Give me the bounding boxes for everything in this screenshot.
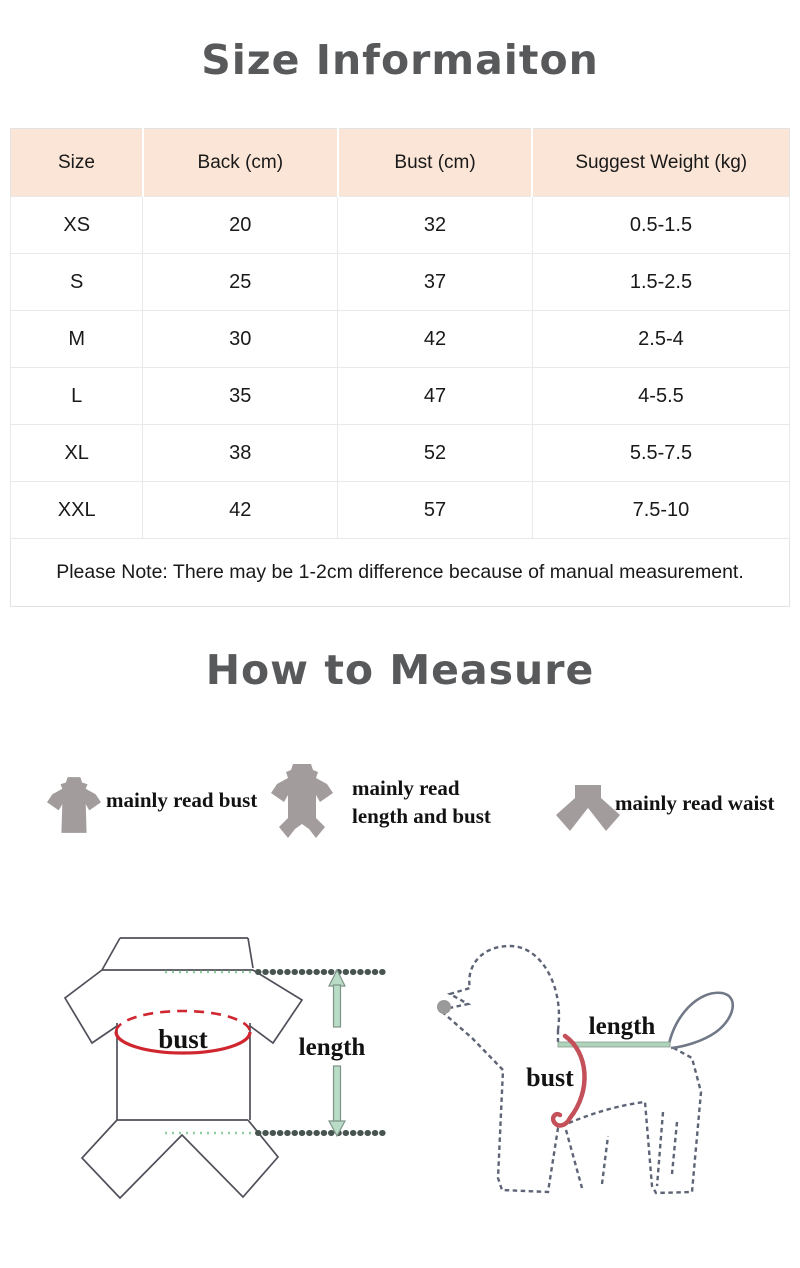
table-cell: 38 xyxy=(143,425,338,482)
dog-bust-label: bust xyxy=(526,1063,574,1092)
measure-label-waist: mainly read waist xyxy=(615,791,775,815)
table-cell: 1.5-2.5 xyxy=(532,254,789,311)
table-cell: 20 xyxy=(143,197,338,254)
garment-outline xyxy=(65,938,302,1198)
size-table xyxy=(10,128,790,607)
note-row xyxy=(11,539,790,607)
table-cell: M xyxy=(11,311,143,368)
garment-length-label: length xyxy=(298,1034,366,1061)
page-title: Size Informaiton xyxy=(201,36,599,84)
table-cell: 37 xyxy=(338,254,533,311)
dog-length-label: length xyxy=(588,1013,656,1040)
dog-measure-diagram xyxy=(420,930,790,1220)
tshirt-icon xyxy=(47,776,101,834)
table-row xyxy=(11,425,790,482)
table-cell: 42 xyxy=(338,311,533,368)
table-cell: 30 xyxy=(143,311,338,368)
table-row xyxy=(11,254,790,311)
column-header: Bust (cm) xyxy=(338,129,533,197)
garment-bust-label: bust xyxy=(158,1024,208,1054)
size-table-header-row xyxy=(11,129,790,197)
how-to-measure-title: How to Measure xyxy=(205,646,595,694)
garment-measure-diagram xyxy=(40,920,400,1210)
column-header: Back (cm) xyxy=(143,129,338,197)
table-cell: 0.5-1.5 xyxy=(532,197,789,254)
measure-label-bust: mainly read bust xyxy=(106,788,258,812)
table-cell: XS xyxy=(11,197,143,254)
size-table-body xyxy=(11,197,790,539)
table-cell: 25 xyxy=(143,254,338,311)
dog-tail xyxy=(669,993,733,1048)
measure-label-line: length and bust xyxy=(352,804,491,828)
table-cell: 7.5-10 xyxy=(532,482,789,539)
table-cell: 35 xyxy=(143,368,338,425)
measurement-note: Please Note: There may be 1-2cm difference because of manual measurement. xyxy=(11,539,790,607)
table-cell: 2.5-4 xyxy=(532,311,789,368)
table-cell: 57 xyxy=(338,482,533,539)
table-row xyxy=(11,368,790,425)
pants-icon xyxy=(556,785,620,835)
dog-nose xyxy=(437,1000,451,1014)
table-cell: 4-5.5 xyxy=(532,368,789,425)
table-cell: XXL xyxy=(11,482,143,539)
table-cell: 5.5-7.5 xyxy=(532,425,789,482)
table-row xyxy=(11,311,790,368)
table-cell: L xyxy=(11,368,143,425)
table-cell: 52 xyxy=(338,425,533,482)
table-cell: 42 xyxy=(143,482,338,539)
table-cell: 32 xyxy=(338,197,533,254)
table-cell: S xyxy=(11,254,143,311)
table-cell: 47 xyxy=(338,368,533,425)
table-row xyxy=(11,482,790,539)
measure-label-line: mainly read xyxy=(352,776,460,800)
table-row xyxy=(11,197,790,254)
measure-label-length-bust xyxy=(352,774,491,830)
table-cell: XL xyxy=(11,425,143,482)
bodysuit-icon xyxy=(269,764,335,840)
column-header: Suggest Weight (kg) xyxy=(532,129,789,197)
column-header: Size xyxy=(11,129,143,197)
